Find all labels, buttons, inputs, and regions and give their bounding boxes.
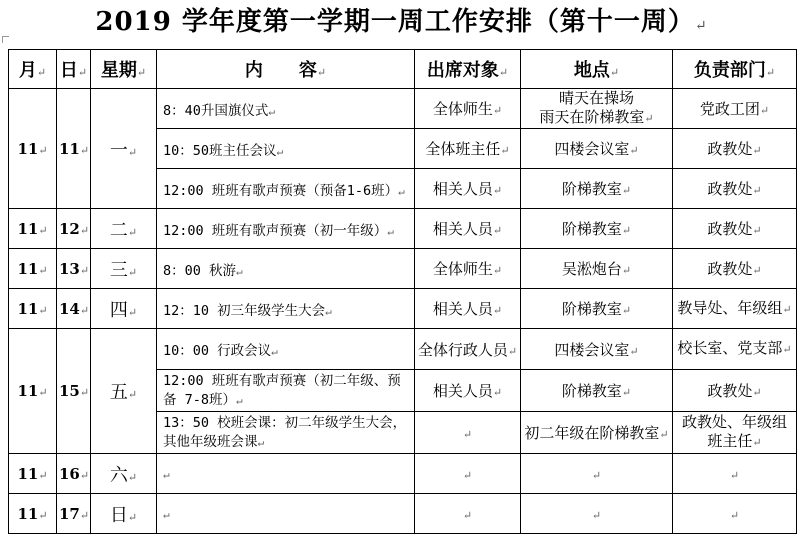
paragraph-mark-icon: ↵ [236,264,243,278]
cell-weekday-text: 二 [109,219,128,241]
schedule-body [9,89,797,534]
paragraph-mark-icon: ↵ [507,344,518,358]
paragraph-mark-icon: ↵ [38,303,48,317]
cell-day-text: 13 [59,259,80,278]
table-row [9,329,797,370]
paragraph-mark-icon: ↵ [492,264,503,277]
paragraph-mark-icon: ↵ [38,468,48,482]
paragraph-mark-icon: ↵ [236,393,243,407]
cell-weekday [91,329,157,454]
header-month: 月↵ [9,50,57,89]
cell-day [57,494,91,534]
cell-month [9,249,57,289]
table-row [9,89,797,129]
cell-day [57,329,91,454]
cell-location-text: 吴淞炮台 [561,260,622,278]
cell-content [157,412,415,454]
cell-attendees-text: 全体班主任 [425,140,501,158]
cell-department-text: 政教处 [707,140,753,158]
paragraph-mark-icon: ↵ [79,508,90,522]
paragraph-mark-icon: ↵ [591,508,602,522]
cell-attendees [415,89,521,129]
cell-location [521,454,673,494]
cell-content-text: 13：50 校班会课：初二年级学生大会，其他年级班会课 [163,414,407,450]
cell-attendees [415,329,521,370]
paragraph-mark-icon: ↵ [492,184,503,197]
paragraph-mark-icon: ↵ [752,224,762,237]
paragraph-mark-icon: ↵ [621,264,632,277]
cell-attendees [415,249,521,289]
paragraph-mark-icon: ↵ [500,144,510,157]
cell-attendees-text: 相关人员 [432,300,493,318]
cell-month [9,209,57,249]
text-boundary-corner-icon [2,36,9,43]
cell-location-text: 阶梯教室 [561,220,622,238]
paragraph-mark-icon: ↵ [752,386,762,399]
paragraph-mark-icon: ↵ [79,263,90,277]
paragraph-mark-icon: ↵ [621,304,632,317]
paragraph-mark-icon: ↵ [79,143,90,157]
cell-location [521,289,673,329]
cell-day-text: 15 [59,382,80,400]
cell-location-text: 阶梯教室 [561,300,622,318]
paragraph-mark-icon: ↵ [694,18,708,34]
paragraph-mark-icon: ↵ [629,344,639,358]
cell-location-text: 四楼会议室 [554,340,630,359]
cell-content-text: 12:00 班班有歌声预赛（预备1-6班） [163,182,399,199]
header-attendees: 出席对象↵ [415,50,521,89]
header-weekday: 星期↵ [91,50,157,89]
cell-department [673,370,797,412]
paragraph-mark-icon: ↵ [127,265,138,279]
cell-day-text: 17 [59,504,80,523]
cell-location-text: 阶梯教室 [561,382,622,400]
cell-attendees-text: 全体师生 [432,100,493,118]
paragraph-mark-icon: ↵ [163,507,170,521]
cell-department-text: 政教处、年级组班主任 [681,413,787,450]
cell-location-text: 晴天在操场 雨天在阶梯教室 [539,89,645,126]
cell-content-text: 10：00 行政会议 [163,343,272,359]
cell-content-text: 12:00 班班有歌声预赛（初一年级） [163,222,388,239]
cell-day [57,209,91,249]
cell-attendees-text: 全体师生 [432,260,493,278]
cell-attendees [415,209,521,249]
paragraph-mark-icon: ↵ [127,225,138,239]
cell-department-text: 政教处 [707,260,753,278]
cell-location [521,249,673,289]
cell-department [673,494,797,534]
cell-department-text: 政教处 [707,382,753,400]
cell-department [673,454,797,494]
paragraph-mark-icon: ↵ [163,467,170,481]
paragraph-mark-icon: ↵ [38,223,48,237]
cell-attendees-text: 全体行政人员 [417,340,508,359]
cell-content [157,129,415,169]
page-title [0,4,803,44]
paragraph-mark-icon: ↵ [398,184,405,198]
paragraph-mark-icon: ↵ [127,388,138,401]
cell-content [157,289,415,329]
cell-weekday-text: 日 [109,504,128,526]
cell-department [673,129,797,169]
cell-month [9,454,57,494]
paragraph-mark-icon: ↵ [621,224,632,237]
cell-attendees-text: 相关人员 [432,180,493,198]
cell-location-text: 阶梯教室 [561,180,622,198]
paragraph-mark-icon: ↵ [79,303,90,317]
cell-attendees [415,129,521,169]
cell-department [673,412,797,454]
cell-month-text: 11 [17,259,39,278]
paragraph-mark-icon: ↵ [38,143,48,157]
paragraph-mark-icon: ↵ [38,263,48,277]
cell-day-text: 12 [59,219,80,238]
paragraph-mark-icon: ↵ [729,468,740,482]
table-row [9,249,797,289]
paragraph-mark-icon: ↵ [127,510,138,524]
cell-day [57,89,91,209]
cell-location [521,412,673,454]
cell-content-text: 8：40升国旗仪式 [163,102,269,119]
table-header-row [9,50,797,89]
cell-month [9,329,57,454]
paragraph-mark-icon: ↵ [621,386,632,399]
header-content: 内 容↵ [157,50,415,89]
cell-content-text: 12：10 初三年级学生大会 [163,302,326,319]
paragraph-mark-icon: ↵ [752,264,762,277]
table-row [9,209,797,249]
cell-department-text: 校长室、党支部 [677,339,783,357]
cell-month [9,289,57,329]
paragraph-mark-icon: ↵ [79,386,90,399]
cell-location-text: 四楼会议室 [554,140,630,158]
cell-month-text: 11 [17,504,39,523]
cell-department [673,249,797,289]
paragraph-mark-icon: ↵ [462,427,473,441]
paragraph-mark-icon: ↵ [271,345,278,358]
cell-content [157,249,415,289]
page-title-text: 2019 学年度第一学期一周工作安排（第十一周） [95,7,695,37]
paragraph-mark-icon: ↵ [127,470,138,484]
paragraph-mark-icon: ↵ [268,104,276,118]
cell-location [521,89,673,129]
cell-content [157,454,415,494]
cell-month-text: 11 [17,299,39,318]
cell-attendees [415,454,521,494]
cell-attendees [415,494,521,534]
table-row [9,454,797,494]
cell-weekday-text: 五 [109,382,128,403]
cell-department-text: 教导处、年级组 [677,298,783,317]
header-location: 地点↵ [521,50,673,89]
paragraph-mark-icon: ↵ [127,305,138,319]
cell-month-text: 11 [17,382,39,400]
paragraph-mark-icon: ↵ [752,184,762,197]
cell-day-text: 11 [59,139,80,158]
cell-attendees [415,289,521,329]
paragraph-mark-icon: ↵ [492,304,503,317]
cell-location-text: 初二年级在阶梯教室 [524,424,660,442]
cell-content-text: 8：00 秋游 [163,262,237,279]
cell-weekday [91,209,157,249]
paragraph-mark-icon: ↵ [38,386,48,399]
cell-content [157,169,415,209]
cell-content-text: 10：50班主任会议 [163,142,277,159]
cell-location [521,494,673,534]
table-row [9,494,797,534]
paragraph-mark-icon: ↵ [659,428,669,441]
paragraph-mark-icon: ↵ [127,145,138,159]
paragraph-mark-icon: ↵ [462,508,473,522]
paragraph-mark-icon: ↵ [752,436,762,449]
cell-weekday-text: 四 [109,299,128,321]
paragraph-mark-icon: ↵ [257,435,265,449]
cell-day [57,249,91,289]
paragraph-mark-icon: ↵ [462,468,473,482]
cell-weekday-text: 六 [109,464,128,486]
cell-content [157,329,415,370]
cell-day [57,289,91,329]
cell-department-text: 政教处 [707,220,753,238]
paragraph-mark-icon: ↵ [729,508,740,522]
cell-month [9,89,57,209]
paragraph-mark-icon: ↵ [591,468,602,482]
cell-content [157,89,415,129]
cell-location [521,370,673,412]
cell-attendees-text: 相关人员 [432,220,493,238]
paragraph-mark-icon: ↵ [387,224,394,238]
paragraph-mark-icon: ↵ [759,104,770,117]
cell-content [157,370,415,412]
cell-weekday [91,454,157,494]
paragraph-mark-icon: ↵ [492,104,503,117]
paragraph-mark-icon: ↵ [752,144,762,157]
cell-department [673,329,797,370]
cell-department [673,89,797,129]
paragraph-mark-icon: ↵ [782,343,792,356]
cell-location [521,169,673,209]
paragraph-mark-icon: ↵ [492,224,503,237]
cell-weekday [91,249,157,289]
cell-location [521,329,673,370]
cell-day [57,454,91,494]
cell-content [157,209,415,249]
cell-month [9,494,57,534]
paragraph-mark-icon: ↵ [492,386,503,399]
cell-department [673,289,797,329]
table-row [9,289,797,329]
cell-weekday [91,494,157,534]
cell-attendees-text: 相关人员 [432,382,493,400]
cell-attendees [415,169,521,209]
cell-day-text: 16 [59,464,80,483]
cell-attendees [415,412,521,454]
cell-month-text: 11 [17,139,39,158]
paragraph-mark-icon: ↵ [38,508,48,522]
paragraph-mark-icon: ↵ [629,144,639,157]
header-department: 负责部门↵ [673,50,797,89]
cell-content [157,494,415,534]
cell-department-text: 政教处 [707,180,753,198]
cell-attendees [415,370,521,412]
paragraph-mark-icon: ↵ [79,468,90,482]
cell-location [521,129,673,169]
cell-content-text: 12:00 班班有歌声预赛（初二年级、预备 7-8班） [163,372,401,408]
paragraph-mark-icon: ↵ [782,302,792,316]
cell-location [521,209,673,249]
cell-day-text: 14 [59,299,80,318]
paragraph-mark-icon: ↵ [79,223,90,237]
paragraph-mark-icon: ↵ [644,112,654,125]
weekly-schedule-table [8,49,797,534]
cell-department [673,169,797,209]
paragraph-mark-icon: ↵ [325,304,332,318]
header-day: 日↵ [57,50,91,89]
cell-month-text: 11 [17,219,39,238]
cell-weekday-text: 一 [109,139,128,161]
paragraph-mark-icon: ↵ [276,144,284,158]
cell-month-text: 11 [17,464,39,483]
paragraph-mark-icon: ↵ [621,184,632,197]
cell-department-text: 党政工团 [699,100,760,118]
cell-weekday [91,289,157,329]
cell-weekday-text: 三 [109,259,128,281]
cell-department [673,209,797,249]
cell-weekday [91,89,157,209]
